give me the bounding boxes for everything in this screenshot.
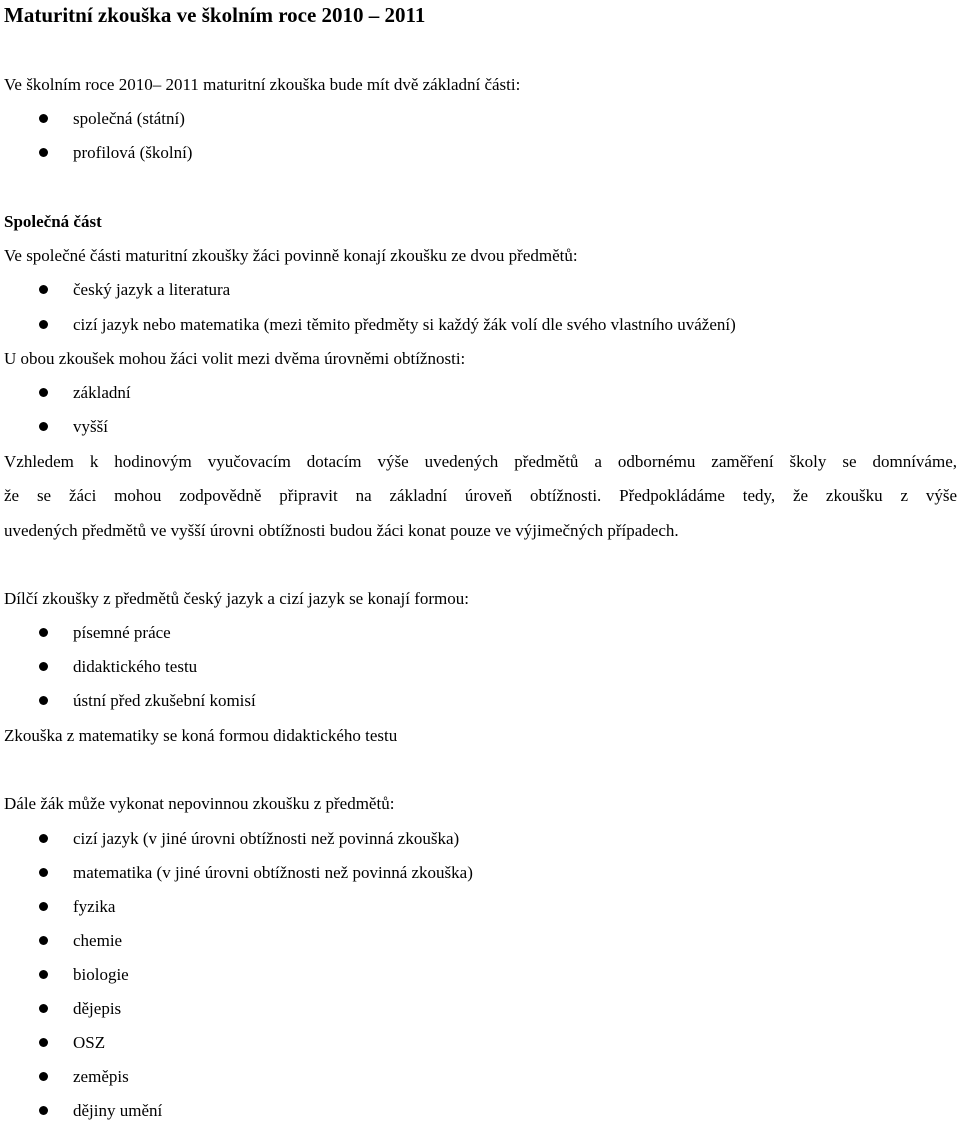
bullet-icon [39,902,48,911]
page-title: Maturitní zkouška ve školním roce 2010 – 2011 [4,3,426,27]
levels-text: U obou zkoušek mohou žáci volit mezi dvěma úrovněmi obtížnosti: [4,349,466,368]
bullet-icon [39,970,48,979]
bullet-icon [39,628,48,637]
paragraph-line: že se žáci mohou zodpovědně připravit na základní úroveň obtížnosti. Předpokládáme tedy, že zkoušku z výše [4,486,957,505]
bullet-icon [39,662,48,671]
paragraph-line: Vzhledem k hodinovým vyučovacím dotacím výše uvedených předmětů a odbornému zaměření školy se domníváme, [4,452,957,471]
intro-text: Ve školním roce 2010– 2011 maturitní zkouška bude mít dvě základní části: [4,75,521,94]
section-heading-common: Společná část [4,212,102,231]
bullet-icon [39,148,48,157]
bullet-icon [39,388,48,397]
bullet-icon [39,936,48,945]
optional-text: Dále žák může vykonat nepovinnou zkoušku z předmětů: [4,794,395,813]
common-text: Ve společné části maturitní zkoušky žáci povinně konají zkoušku ze dvou předmětů: [4,246,578,265]
bullet-icon [39,1004,48,1013]
bullet-icon [39,1072,48,1081]
bullet-icon [39,868,48,877]
bullet-icon [39,285,48,294]
bullet-icon [39,320,48,329]
bullet-icon [39,1106,48,1115]
bullet-icon [39,696,48,705]
bullet-icon [39,834,48,843]
bullet-icon [39,1038,48,1047]
math-text: Zkouška z matematiky se koná formou didaktického testu [4,726,398,745]
bullet-icon [39,422,48,431]
partial-text: Dílčí zkoušky z předmětů český jazyk a cizí jazyk se konají formou: [4,589,469,608]
paragraph-line: uvedených předmětů ve vyšší úrovni obtížnosti budou žáci konat pouze ve výjimečných případech. [4,521,679,540]
bullet-icon [39,114,48,123]
document-page: Maturitní zkouška ve školním roce 2010 – 2011 Ve školním roce 2010– 2011 maturitní zkouška bude mít dvě základní části: společná (státní) profilová (školní) Společná část Ve společné části maturitní zkoušky žáci povinně konají zkoušku ze dvou předmětů: český jazyk a literatura cizí jazyk nebo matematika (mezi těmito předměty si každý žák volí dle svého vlastního uvážení) U obou zkoušek mohou žáci volit mezi dvěma úrovněmi obtížnosti: základní vyšší Vzhledem k hodinovým vyučovacím dotacím výše uvedených předmětů a odbornému zaměření školy se domníváme, že se žáci mohou zodpovědně připravit na základní úroveň obtížnosti. Předpokládáme tedy, že zkoušku z výše uvedených předmětů ve vyšší úrovni obtížnosti budou žáci konat pouze ve výjimečných případech. Dílčí zkoušky z předmětů český jazyk a cizí jazyk se konají formou: písemné práce didaktického testu ústní před zkušební komisí Zkouška z matematiky se koná formou didaktického testu Dále žák může vykonat nepovinnou zkoušku z předmětů: cizí jazyk (v jiné úrovni obtížnosti než povinná zkouška) matematika (v jiné úrovni obtížnosti než povinná zkouška) fyzika chemie biologie dějepis OSZ zeměpis dějiny umění [4,3,957,1120]
